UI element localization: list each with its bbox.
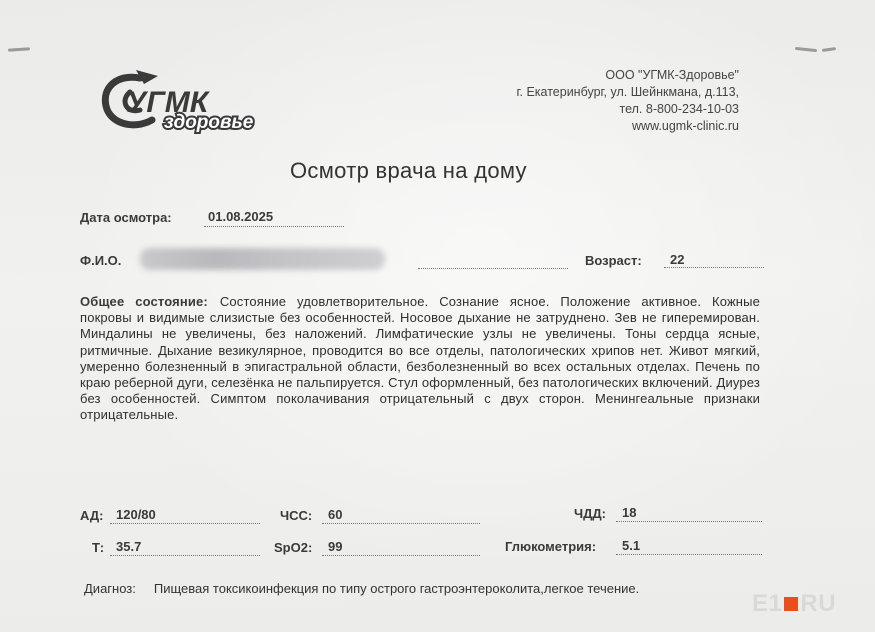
logo-line1: УГМК — [126, 86, 209, 119]
general-state-text: Состояние удовлетворительное. Сознание ясное. Положение активное. Кожные покровы и видимые слизистые без особенностей. Носовое дыхание не затруднено. Зев не гиперемирован. Миндалины не увеличены, без наложений. Лимфатические узлы не увеличены. Тоны сердца ясные, ритмичные. Дыхание везикулярное, проводится во все отделы, патологических хрипов нет. Живот мягкий, умеренно болезненный в эпигастральной области, безболезненный во всех остальных отделах. Печень по краю реберной дуги, селезёнка не пальпируется. Стул оформленный, без патологических включений. Диурез без особенностей. Симптом поколачивания отрицательный с двух сторон. Менингеальные признаки отрицательные. — [80, 294, 760, 423]
temp-value: 35.7 — [116, 539, 142, 554]
diagnosis-label: Диагноз: — [84, 581, 136, 596]
diagnosis — [84, 579, 744, 598]
logo-line2: здоровье — [164, 112, 254, 133]
rr-label: ЧДД: — [574, 506, 606, 521]
spo2-label: SpO2: — [274, 540, 313, 555]
company-address: г. Екатеринбург, ул. Шейнкмана, д.113, — [516, 85, 739, 99]
bp-label: АД: — [80, 508, 104, 523]
temp-underline — [110, 555, 260, 556]
glucose-underline — [616, 554, 762, 555]
hr-label: ЧСС: — [280, 508, 313, 523]
exam-date-label: Дата осмотра: — [80, 210, 172, 225]
age-label: Возраст: — [585, 253, 642, 268]
diagnosis-text: Пищевая токсикоинфекция по типу острого гастроэнтероколита,легкое течение. — [153, 581, 640, 596]
patient-name-redacted — [140, 248, 385, 270]
exam-date-underline — [204, 226, 344, 227]
temp-label: Т: — [92, 540, 105, 555]
e1-watermark — [752, 590, 836, 618]
company-name: ООО "УГМК-Здоровье" — [605, 68, 739, 82]
staple — [795, 47, 817, 52]
watermark-right: RU — [800, 590, 837, 617]
glucose-value: 5.1 — [622, 538, 641, 553]
watermark-left: E1 — [752, 590, 783, 617]
bp-value: 120/80 — [116, 507, 156, 522]
rr-value: 18 — [622, 505, 637, 520]
spo2-value: 99 — [328, 539, 343, 554]
company-phone: тел. 8-800-234-10-03 — [619, 102, 739, 116]
watermark-square-icon — [784, 597, 798, 611]
document-title: Осмотр врача на дому — [290, 158, 527, 183]
spo2-underline — [322, 555, 480, 556]
ugmk-logo — [96, 64, 306, 136]
bp-underline — [110, 523, 260, 524]
general-state — [80, 294, 760, 424]
company-site: www.ugmk-clinic.ru — [632, 119, 739, 133]
age-underline — [664, 267, 764, 268]
age-value: 22 — [670, 252, 685, 267]
exam-date-value: 01.08.2025 — [208, 209, 274, 224]
patient-name-label: Ф.И.О. — [80, 253, 122, 268]
staple — [8, 47, 30, 52]
rr-underline — [616, 521, 762, 522]
hr-underline — [322, 523, 480, 524]
general-state-label: Общее состояние: — [80, 294, 208, 309]
hr-value: 60 — [328, 507, 343, 522]
staple — [822, 47, 836, 52]
glucose-label: Глюкометрия: — [505, 539, 597, 554]
patient-name-underline — [418, 268, 568, 269]
